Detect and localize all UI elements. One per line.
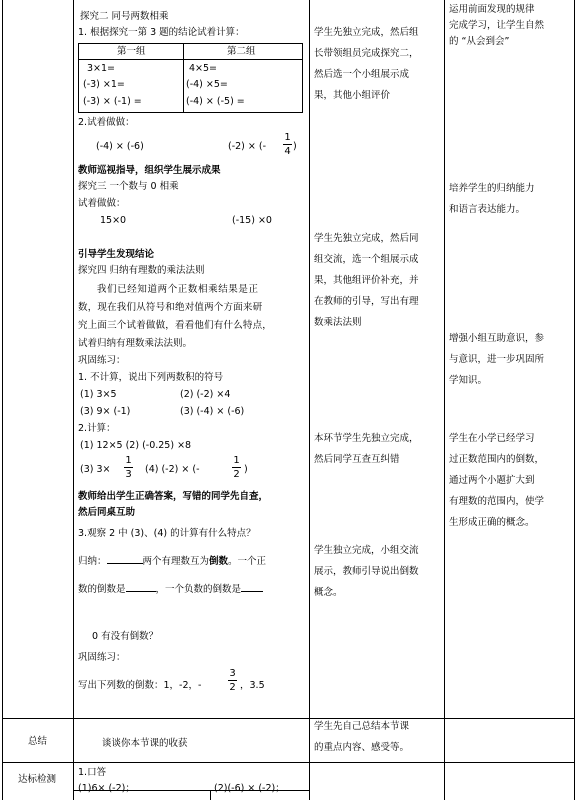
intent-block-1: 运用前面发现的规律 完成学习，让学生自然 的 “从会到会” [449,4,545,47]
groups-table [78,43,303,113]
group2-item: (-4) ×5= [186,79,228,90]
part4-paragraph-line: 试着归纳有理数乘法法则。 [78,338,193,349]
teacher-note-2-line: 教师给出学生正确答案，写错的同学先自查， [78,491,269,502]
paren-close: ) [293,141,297,152]
try-expression-2: (-2) × (- [228,141,267,152]
group1-header: 第一组 [117,46,146,57]
group2-item: 4×5= [189,63,218,74]
summary-label: 总结 [28,736,48,747]
summary-content: 谈谈你本节课的收获 [102,738,188,749]
part3-expression-2: (-15) ×0 [232,215,272,226]
activity-block-1: 学生先独立完成，然后组 长带领组员完成探究二， 然后选一个小组展示成 果，其他小组评价 [314,27,419,101]
row-divider-check [2,762,575,763]
intent-block-2: 培养学生的归纳能力 和语言表达能力。 [449,183,535,215]
part2-question: 1. 根据探究一第 3 题的结论试着计算： [78,27,245,38]
part3-try: 试着做做： [78,198,126,209]
fraction-one-quarter: 1 4 [284,132,291,157]
col-divider-1 [73,0,74,800]
table-border-left [2,0,3,800]
part4-paragraph-line: 数，现在我们从符号和绝对值两个方面来研 [78,302,263,313]
question-3: 3.观察 2 中 (3)、(4) 的计算有什么特点？ [78,528,256,539]
guide-title: 引导学生发现结论 [78,249,155,260]
check-question-2: (2)(-6) × (-2)； [214,783,285,794]
part3-title: 探究三 一个数与 0 相乘 [78,181,179,192]
part3-expression-1: 15×0 [100,215,127,226]
group1-item: (-3) ×1= [83,79,125,90]
activity-block-4: 学生独立完成，小组交流 展示，教师引导说出倒数 概念。 [314,545,419,598]
teacher-note-1: 教师巡视指导，组织学生展示成果 [78,165,221,176]
check-question-1: (1)6× (-2)； [78,783,135,794]
fraction-one-third: 1 3 [125,455,132,480]
activity-block-5: 学生先自己总结本节课 的重点内容、感受等。 [314,721,410,753]
part4-title: 探究四 归纳有理数的乘法法则 [78,265,205,276]
intent-block-4: 学生在小学已经学习 过正数范围内的倒数， 通过两个小题扩大到 有理数的范围内，使学 生形成正确的概念。 [449,433,545,528]
group2-header: 第二组 [227,46,256,57]
try-expression-1: (-4) × (-6) [96,141,144,152]
exercise2-line-2-a: (3) 3× [80,464,111,475]
reciprocal-line-tail: ，3.5 [240,680,265,691]
exercise2-title: 2.计算： [78,423,116,434]
table-border-right [574,0,575,800]
part4-paragraph-line: 我们已经知道两个正数相乘结果是正 [97,284,259,295]
row-divider-summary [2,718,575,719]
check-inner-vdivider [210,790,211,800]
intent-block-3: 增强小组互助意识，参 与意识，进一步巩固所 学知识。 [449,333,545,386]
exercise1-item: (3) 9× (-1) [80,406,131,417]
induce-line-2: 数的倒数是 ，一个负数的倒数是 [78,581,263,596]
try-label: 2.试着做做： [78,117,135,128]
exercise2-line-1: (1) 12×5 (2) (-0.25) ×8 [80,440,192,451]
exercise1-item: (3) (-4) × (-6) [180,406,245,417]
activity-block-3: 本环节学生先独立完成， 然后同学互查互纠错 [314,433,419,465]
check-question-title: 1.口答 [78,767,107,778]
exercise2-paren-close: ) [244,464,248,475]
fraction-three-halves: 3 2 [229,668,236,693]
exercise2-line-2-b: (4) (-2) × (- [145,464,200,475]
activity-block-2: 学生先独立完成，然后同 组交流，选一个组展示成 果，其他组评价补充，并 在教师的引导，写出有理 数乘法法则 [314,233,419,328]
group1-item: (-3) × (-1) = [83,96,142,107]
consolidate-label-2: 巩固练习： [78,652,126,663]
fraction-one-half: 1 2 [233,455,240,480]
exercise1-title: 1. 不计算，说出下列两数积的符号 [78,372,224,383]
part2-title: 探究二 同号两数相乘 [80,11,169,22]
group1-item: 3×1= [87,63,116,74]
group2-item: (-4) × (-5) = [186,96,245,107]
exercise1-item: (1) 3×5 [80,389,117,400]
part4-paragraph-line: 究上面三个试着做做，看看他们有什么特点， [78,320,273,331]
teacher-note-2-line: 然后同桌互助 [78,507,136,518]
exercise1-item: (2) (-2) ×4 [180,389,231,400]
col-divider-3 [444,0,445,800]
zero-question: 0 有没有倒数？ [92,631,159,642]
check-label: 达标检测 [18,774,57,785]
induce-line-1: 归纳： 两个有理数互为倒数。一个正 [78,553,266,568]
reciprocal-line: 写出下列数的倒数：1，-2，- [78,680,202,691]
consolidate-label-1: 巩固练习： [78,355,126,366]
col-divider-2 [309,0,310,800]
